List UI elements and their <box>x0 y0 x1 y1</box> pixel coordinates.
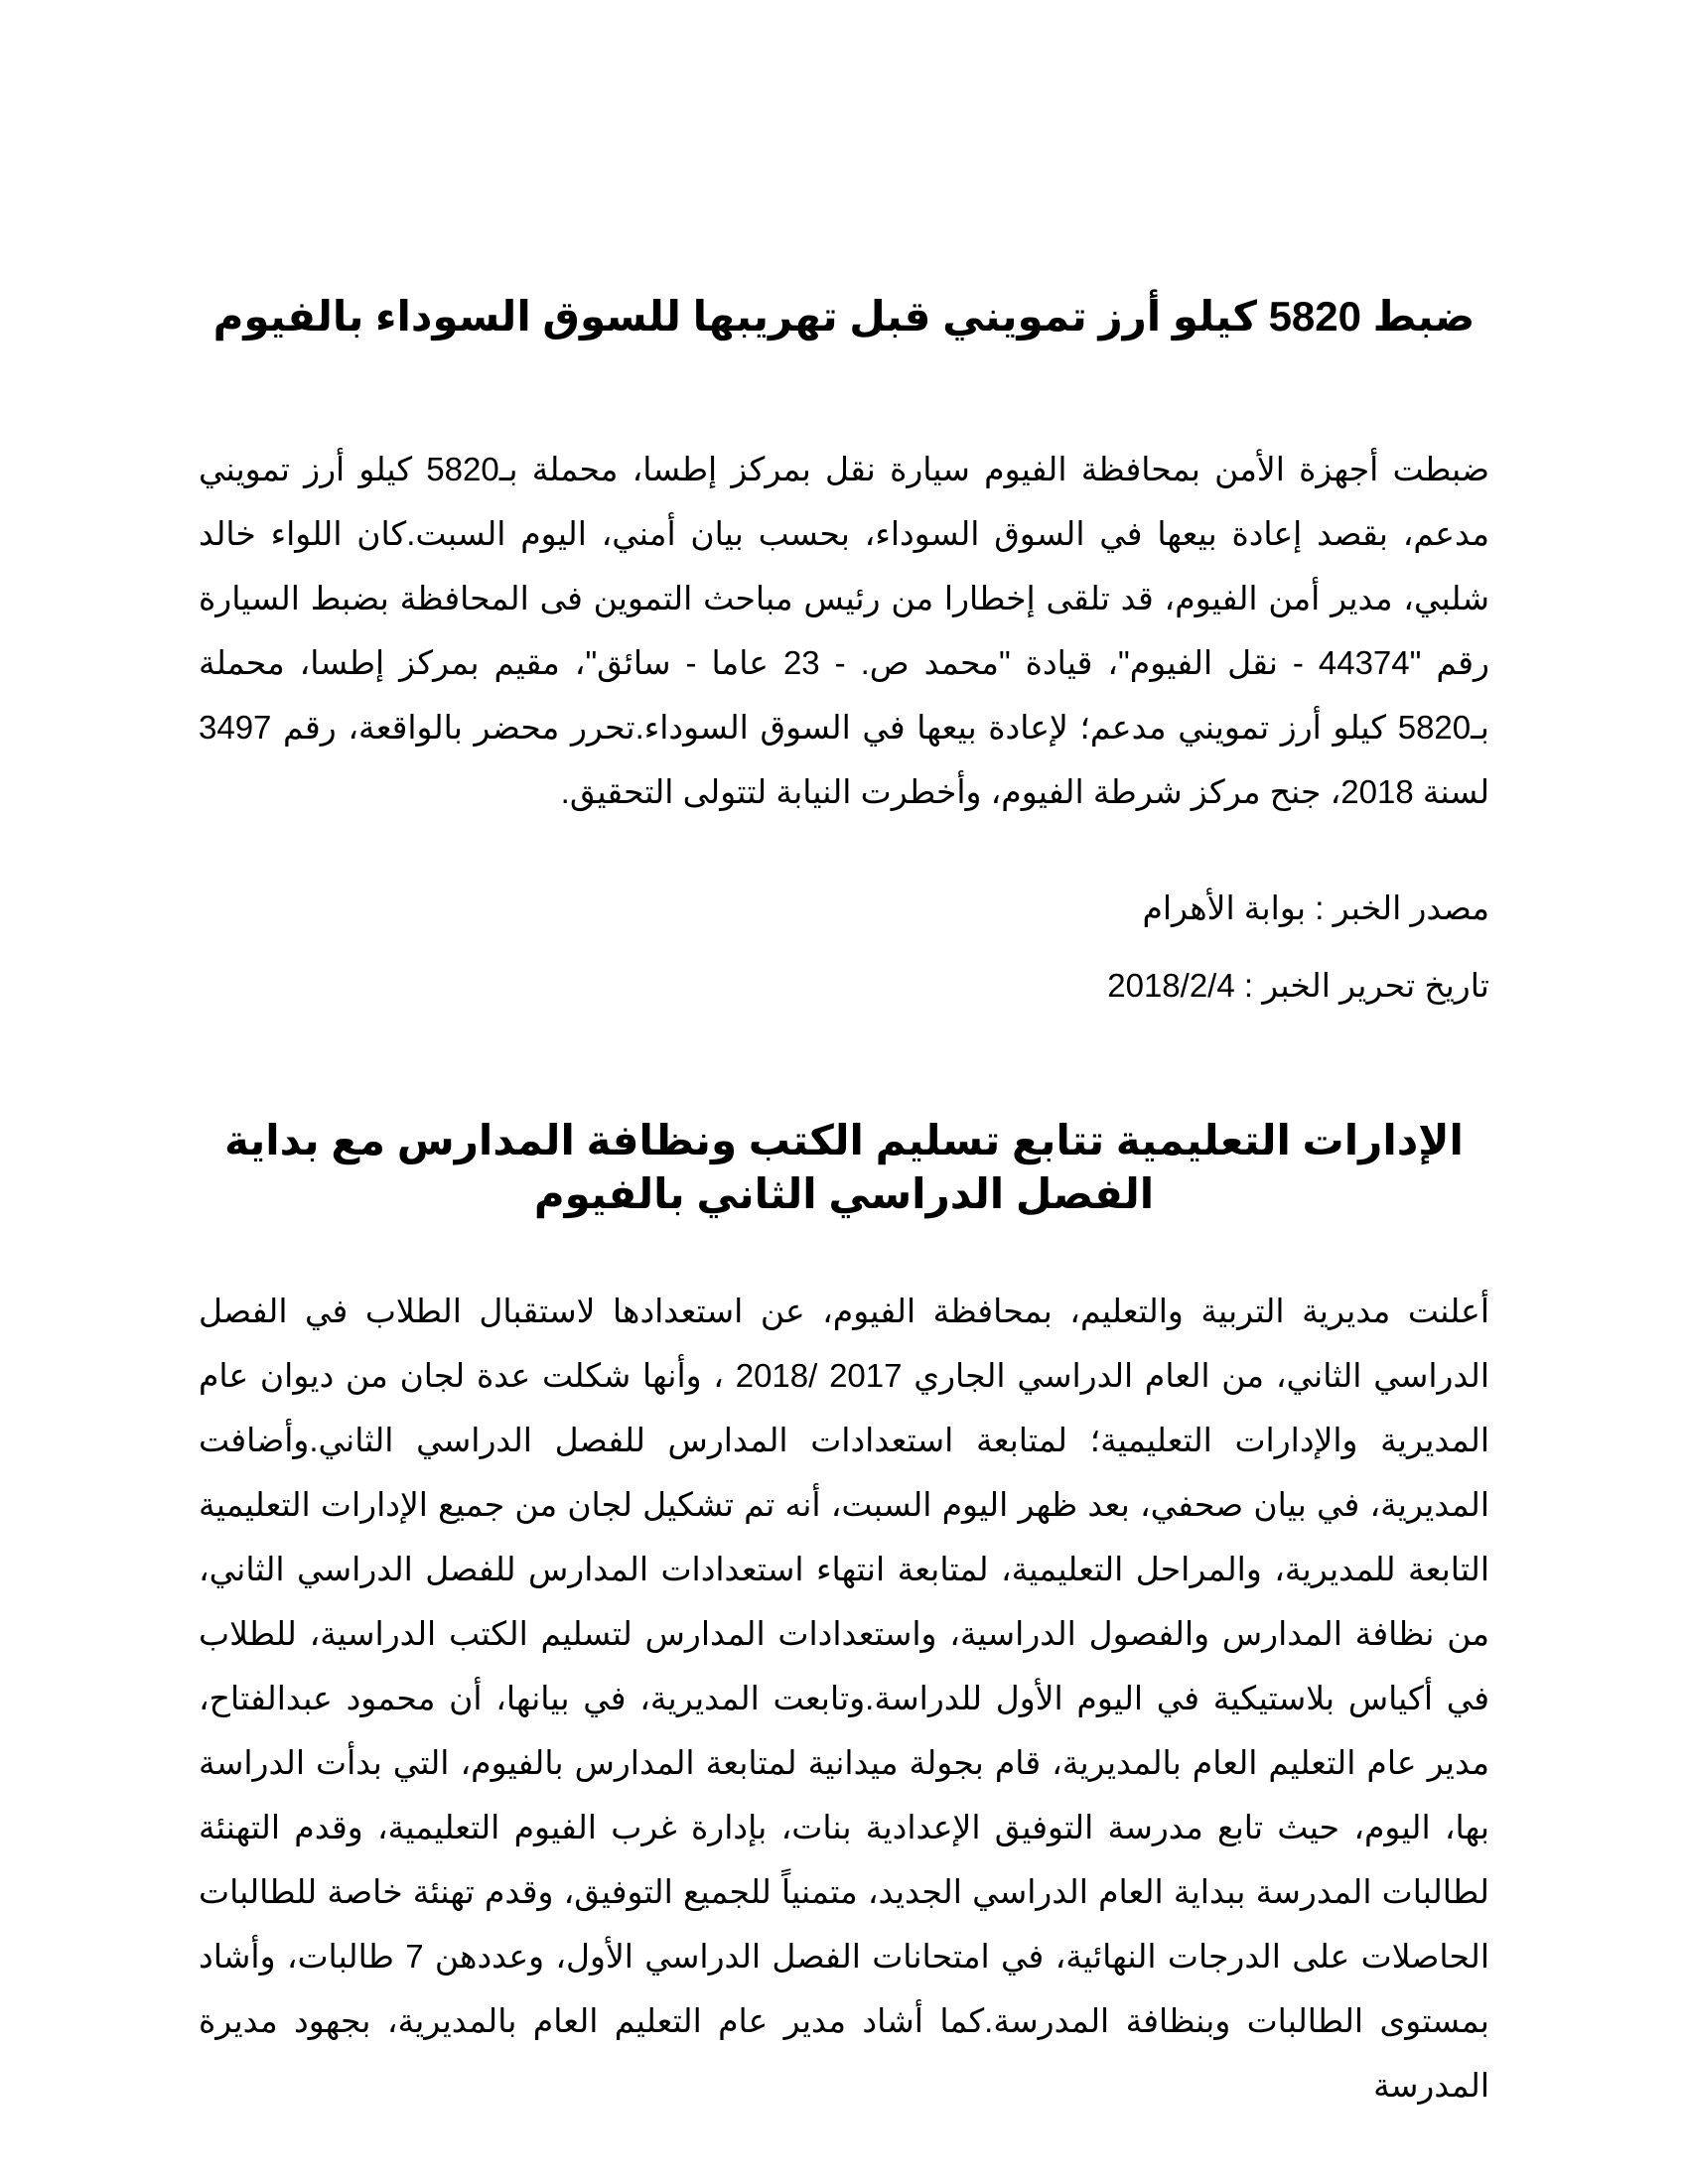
article-1-date-line: تاريخ تحرير الخبر : 2018/2/4 <box>1107 967 1489 1004</box>
article-1-title: ضبط 5820 كيلو أرز تمويني قبل تهريبها للسوق السوداء بالفيوم <box>212 293 1476 340</box>
article-1-source-line: مصدر الخبر : بوابة الأهرام <box>1142 889 1489 926</box>
article-1-body: ضبطت أجهزة الأمن بمحافظة الفيوم سيارة نقل بمركز إطسا، محملة بـ5820 كيلو أرز تمويني مدعم، بقصد إعادة بيعها في السوق السوداء، بحسب بيان أمني، اليوم السبت.كان اللواء خالد شلبي، مدير أمن الفيوم، قد تلقى إخطارا من رئيس مباحث التموين فى المحافظة بضبط السيارة رقم "44374 - نقل الفيوم"، قيادة "محمد ص. - 23 عاما - سائق"، مقيم بمركز إطسا، محملة بـ5820 كيلو أرز تمويني مدعم؛ لإعادة بيعها في السوق السوداء.تحرر محضر بالواقعة، رقم 3497 لسنة 2018، جنح مركز شرطة الفيوم، وأخطرت النيابة لتتولى التحقيق. <box>199 451 1489 810</box>
article-2-title: الإدارات التعليمية تتابع تسليم الكتب ونظافة المدارس مع بداية الفصل الدراسي الثاني بالفيوم <box>224 1117 1464 1217</box>
article-2-body: أعلنت مديرية التربية والتعليم، بمحافظة الفيوم، عن استعدادها لاستقبال الطلاب في الفصل الدراسي الثاني، من العام الدراسي الجاري 2017 /2018 ، وأنها شكلت عدة لجان من ديوان عام المديرية والإدارات التعليمية؛ لمتابعة استعدادات المدارس للفصل الدراسي الثاني.وأضافت المديرية، في بيان صحفي، بعد ظهر اليوم السبت، أنه تم تشكيل لجان من جميع الإدارات التعليمية التابعة للمديرية، والمراحل التعليمية، لمتابعة انتهاء استعدادات المدارس للفصل الدراسي الثاني، من نظافة المدارس والفصول الدراسية، واستعدادات المدارس لتسليم الكتب الدراسية، للطلاب في أكياس بلاستيكية في اليوم الأول للدراسة.وتابعت المديرية، في بيانها، أن محمود عبدالفتاح، مدير عام التعليم العام بالمديرية، قام بجولة ميدانية لمتابعة المدارس بالفيوم، التي بدأت الدراسة بها، اليوم، حيث تابع مدرسة التوفيق الإعدادية بنات، بإدارة غرب الفيوم التعليمية، وقدم التهنئة لطالبات المدرسة ببداية العام الدراسي الجديد، متمنياً للجميع التوفيق، وقدم تهنئة خاصة للطالبات الحاصلات على الدرجات النهائية، في امتحانات الفصل الدراسي الأول، وعددهن 7 طالبات، وأشاد بمستوى الطالبات وبنظافة المدرسة.كما أشاد مدير عام التعليم العام بالمديرية، بجهود مديرة المدرسة <box>199 1293 1489 2104</box>
